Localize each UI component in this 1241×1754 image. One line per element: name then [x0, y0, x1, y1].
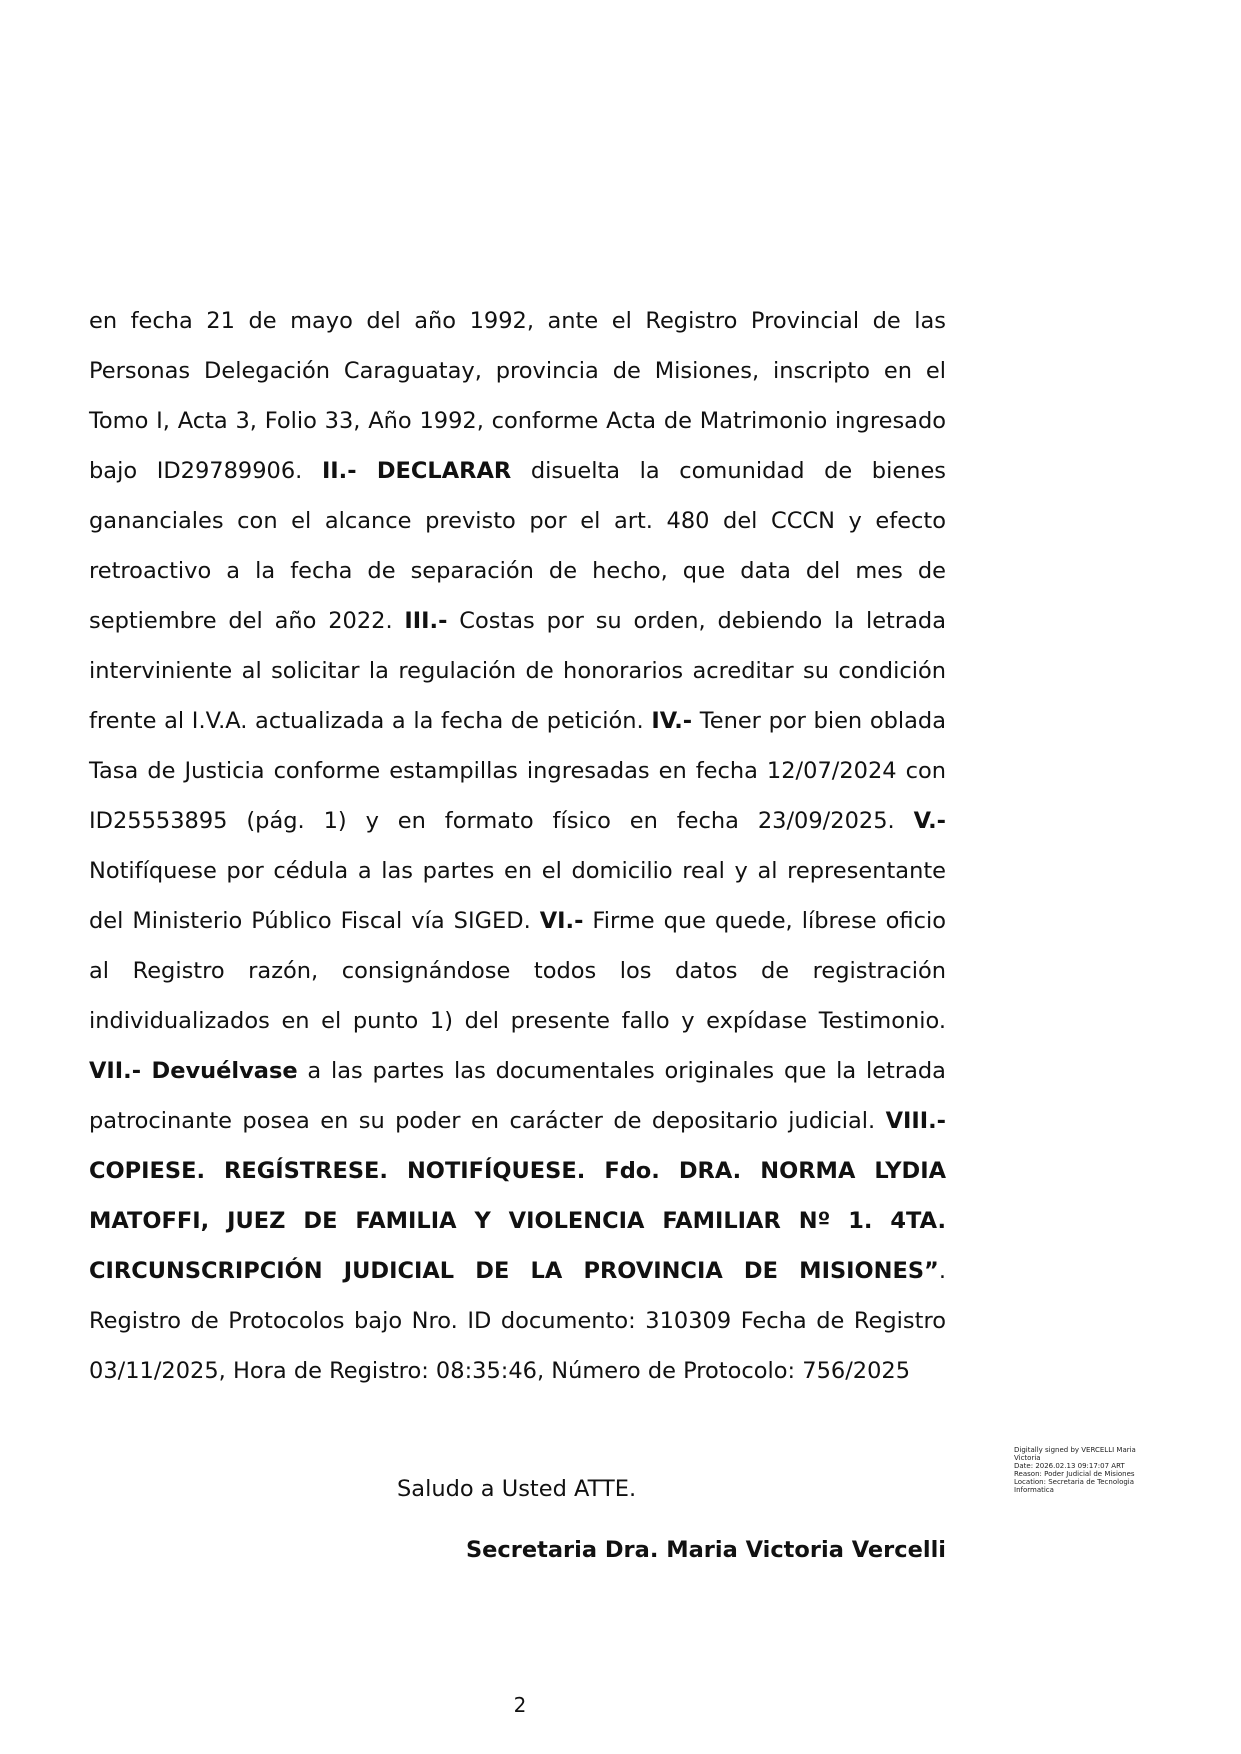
- bold-run: IV.-: [651, 708, 693, 734]
- closing-salutation: Saludo a Usted ATTE.: [397, 1476, 637, 1502]
- signature-line: Digitally signed by VERCELLI Maria: [1014, 1446, 1136, 1454]
- signature-line: Date: 2026.02.13 09:17:07 ART: [1014, 1462, 1125, 1470]
- text-run: . Registro de Protocolos bajo Nro. ID documento: 310309 Fecha de Registro 03/11/2025, Hora de Registro: 08:35:46, Número de Protocolo: 756/2025: [89, 1258, 946, 1384]
- bold-run: III.-: [404, 608, 448, 634]
- text-run: Tener por bien oblada Tasa de Justicia conforme estampillas ingresadas en fecha 12/07/2024 con ID25553895 (pág. 1) y en formato físico en fecha 23/09/2025.: [89, 708, 946, 834]
- text-run: Notifíquese por cédula a las partes en el domicilio real y al representante del Ministerio Público Fiscal vía SIGED.: [89, 858, 946, 934]
- digital-signature-stamp: [1014, 1446, 1164, 1494]
- bold-run: VII.- Devuélvase: [89, 1058, 298, 1084]
- bold-run: V.-: [913, 808, 946, 834]
- signature-line: Reason: Poder Judicial de Misiones: [1014, 1470, 1135, 1478]
- text-run: en fecha 21 de mayo del año 1992, ante el Registro Provincial de las Personas Delegación Caraguatay, provincia de Misiones, inscripto en el Tomo I, Acta 3, Folio 33, Año 1992, conforme Acta de Matrimonio ingresado bajo ID29789906.: [89, 308, 946, 484]
- page-number: 2: [513, 1693, 527, 1717]
- text-run: Firme que quede, líbrese oficio al Registro razón, consignándose todos los datos de registración individualizados en el punto 1) del presente fallo y expídase Testimonio.: [89, 908, 946, 1034]
- bold-run: VIII.- COPIESE. REGÍSTRESE. NOTIFÍQUESE. Fdo. DRA. NORMA LYDIA MATOFFI, JUEZ DE FAMILIA Y VIOLENCIA FAMILIAR Nº 1. 4TA. CIRCUNSCRIPCIÓN JUDICIAL DE LA PROVINCIA DE MISIONES”: [89, 1108, 946, 1284]
- text-run: disuelta la comunidad de bienes gananciales con el alcance previsto por el art. 480 del CCCN y efecto retroactivo a la fecha de separación de hecho, que data del mes de septiembre del año 2022.: [89, 458, 947, 634]
- signer-name: Secretaria Dra. Maria Victoria Vercelli: [465, 1537, 946, 1563]
- bold-run: VI.-: [539, 908, 584, 934]
- body-paragraph: [89, 296, 946, 1396]
- text-run: a las partes las documentales originales que la letrada patrocinante posea en su poder en carácter de depositario judicial.: [89, 1058, 946, 1134]
- bold-run: II.- DECLARAR: [321, 458, 512, 484]
- signature-line: Victoria: [1014, 1454, 1041, 1462]
- signature-line: Location: Secretaria de Tecnologia: [1014, 1478, 1135, 1486]
- text-run: Costas por su orden, debiendo la letrada interviniente al solicitar la regulación de honorarios acreditar su condición frente al I.V.A. actualizada a la fecha de petición.: [89, 608, 946, 734]
- signature-line: Informatica: [1014, 1486, 1054, 1494]
